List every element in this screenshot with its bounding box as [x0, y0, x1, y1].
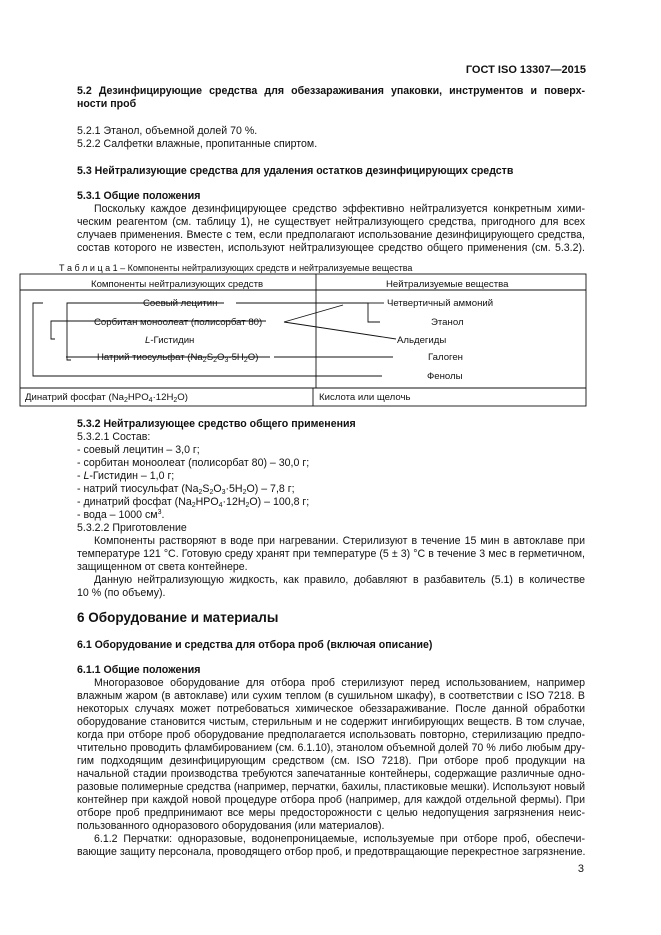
para-6-1-2-line1: 6.1.2 Перчатки: одноразовые, водонепроницаемые, используемые при отборе проб, обеспечи- — [94, 833, 585, 845]
section-6-title: 6 Оборудование и материалы — [77, 610, 279, 625]
para-5-3-2-line4: Данную нейтрализующую жидкость, как правило, добавляют в разбавитель (5.1) в количестве — [94, 574, 585, 586]
para-6-1-1-line: гим подходящим дезинфицирующим средством (см. ISO 7218). При отборе проб продукции на — [77, 755, 585, 767]
table-right-item: Альдегиды — [397, 335, 447, 346]
table-left-item: Соевый лецитин — [143, 298, 218, 309]
item-5-3-2-1: 5.3.2.1 Состав: — [77, 431, 151, 443]
para-5-3-2-line2: температуре 121 °С. Готовую среду хранят при температуре (5 ± 3) °С в течение 3 мес в герметичном, — [77, 548, 585, 560]
para-5-3-2-line5: 10 % (по объему). — [77, 587, 166, 599]
para-6-1-1-line: начальной стадии производства требуются запечатанные контейнеры, содержащие различные одно- — [77, 768, 585, 780]
para-5-3-1-line2: ческим реагентом (см. таблицу 1), не существует нейтрализующего средства, пригодного для всех — [77, 216, 585, 228]
section-5-2-title-line1: 5.2 Дезинфицирующие средства для обеззараживания упаковки, инструментов и поверх- — [77, 85, 585, 97]
section-5-3-2-title: 5.3.2 Нейтрализующее средство общего применения — [77, 418, 356, 430]
page-number: 3 — [577, 863, 584, 875]
para-6-1-1-line: разовые полимерные средства (например, перчатки, бахилы, пластиковые мешки). Используют новый — [77, 781, 585, 793]
list-item: - соевый лецитин – 3,0 г; — [77, 444, 200, 456]
table-left-item: Сорбитан моноолеат (полисорбат 80) — [94, 317, 263, 328]
table-left-item: Натрий тиосульфат $(Na_2S_2O_3\cdot 5H_2O)$ — [97, 352, 259, 364]
para-6-1-1-line: контейнер при каждой новой процедуре отбора проб (например, для каждой отдельной фермы). При — [77, 794, 585, 806]
section-5-2-title-line2: ности проб — [77, 98, 137, 110]
table-right-item: Этанол — [431, 317, 464, 328]
list-item: - L-Гистидин – 1,0 г; — [77, 470, 175, 482]
table-left-item: L-Гистидин — [145, 335, 195, 346]
para-6-1-1-line: некоторых случаях может потребоваться химическое обеззараживание. После данной обработки — [77, 703, 585, 715]
para-6-1-1-line: оборудование становится чистым, стерильным и не содержит ингибирующих веществ. В том случае, — [77, 716, 585, 728]
para-5-3-1-line4: состав которого не известен, используют нейтрализующее средство общего применения (см. 5.3.2). — [77, 242, 585, 254]
table-caption: Т а б л и ц а 1 – Компоненты нейтрализующих средств и нейтрализуемые вещества — [59, 263, 413, 273]
para-5-3-1-line3: случаев применения. Вместе с тем, если предполагают использование дезинфицирующего средства, — [77, 229, 585, 241]
item-5-2-1: 5.2.1 Этанол, объемной долей 70 %. — [77, 125, 258, 137]
list-item: - динатрий фосфат $(Na_2HPO_4\cdot 12H_2O) - 100,8$ г; — [77, 496, 310, 509]
list-item: - вода – 1000 $см^3$. — [77, 509, 165, 521]
para-6-1-1-line: когда при отборе проб оборудование предполагается использовать повторно, стерилизацию предпо- — [77, 729, 585, 741]
item-5-3-2-2: 5.3.2.2 Приготовление — [77, 522, 187, 534]
table-right-item: Фенолы — [427, 371, 463, 382]
para-6-1-2-line2: вающие защиту персонала, проводящего отбор проб, и предотвращающие перекрестное загрязнение. — [77, 846, 586, 858]
list-item: - натрий тиосульфат $(Na_2S_2O_3\cdot 5H_2O) - 7,8$ г; — [77, 483, 295, 496]
table-right-item: Четвертичный аммоний — [387, 298, 494, 309]
item-5-2-2: 5.2.2 Салфетки влажные, пропитанные спиртом. — [77, 138, 318, 150]
table-last-right: Кислота или щелочь — [319, 392, 411, 403]
standard-header: ГОСТ ISO 13307—2015 — [465, 64, 586, 76]
table-last-left: Динатрий фосфат $(Na_2HPO_4\cdot 12H_2O)$ — [25, 392, 188, 404]
table-col2-header: Нейтрализуемые вещества — [386, 279, 509, 290]
para-6-1-1-line: Многоразовое оборудование для отбора проб стерилизуют перед использованием, например — [94, 677, 585, 689]
section-5-3-1-title: 5.3.1 Общие положения — [77, 190, 201, 202]
table-right-item: Галоген — [428, 352, 463, 363]
para-6-1-1-line: чтительно проводить фламбированием (см. 6.1.10), этанолом объемной долей 70 % либо любым дру- — [77, 742, 585, 754]
list-item: - сорбитан моноолеат (полисорбат 80) – 30,0 г; — [77, 457, 310, 469]
para-6-1-1-line: отборе проб предпринимают все меры предосторожности с целью недопущения загрязнения неис- — [77, 807, 585, 819]
section-5-3-title: 5.3 Нейтрализующие средства для удаления остатков дезинфицирующих средств — [77, 165, 514, 177]
para-5-3-2-line1: Компоненты растворяют в воде при нагревании. Стерилизуют в течение 15 мин в автоклаве при — [94, 535, 585, 547]
section-6-1-title: 6.1 Оборудование и средства для отбора проб (включая описание) — [77, 639, 433, 651]
para-6-1-1-line: влажным жаром (в автоклаве) или сухим теплом (в сушильном шкафу), в соответствии с ISO 7218. В — [77, 690, 585, 702]
table-col1-header: Компоненты нейтрализующих средств — [91, 279, 264, 290]
para-5-3-2-line3: защищенном от света контейнере. — [77, 561, 248, 573]
para-6-1-1-line: пользованного одноразового оборудования (или материалов). — [77, 820, 385, 832]
para-5-3-1-line1: Поскольку каждое дезинфицирующее средство эффективно нейтрализуется конкретным хими- — [94, 203, 585, 215]
section-6-1-1-title: 6.1.1 Общие положения — [77, 664, 201, 676]
